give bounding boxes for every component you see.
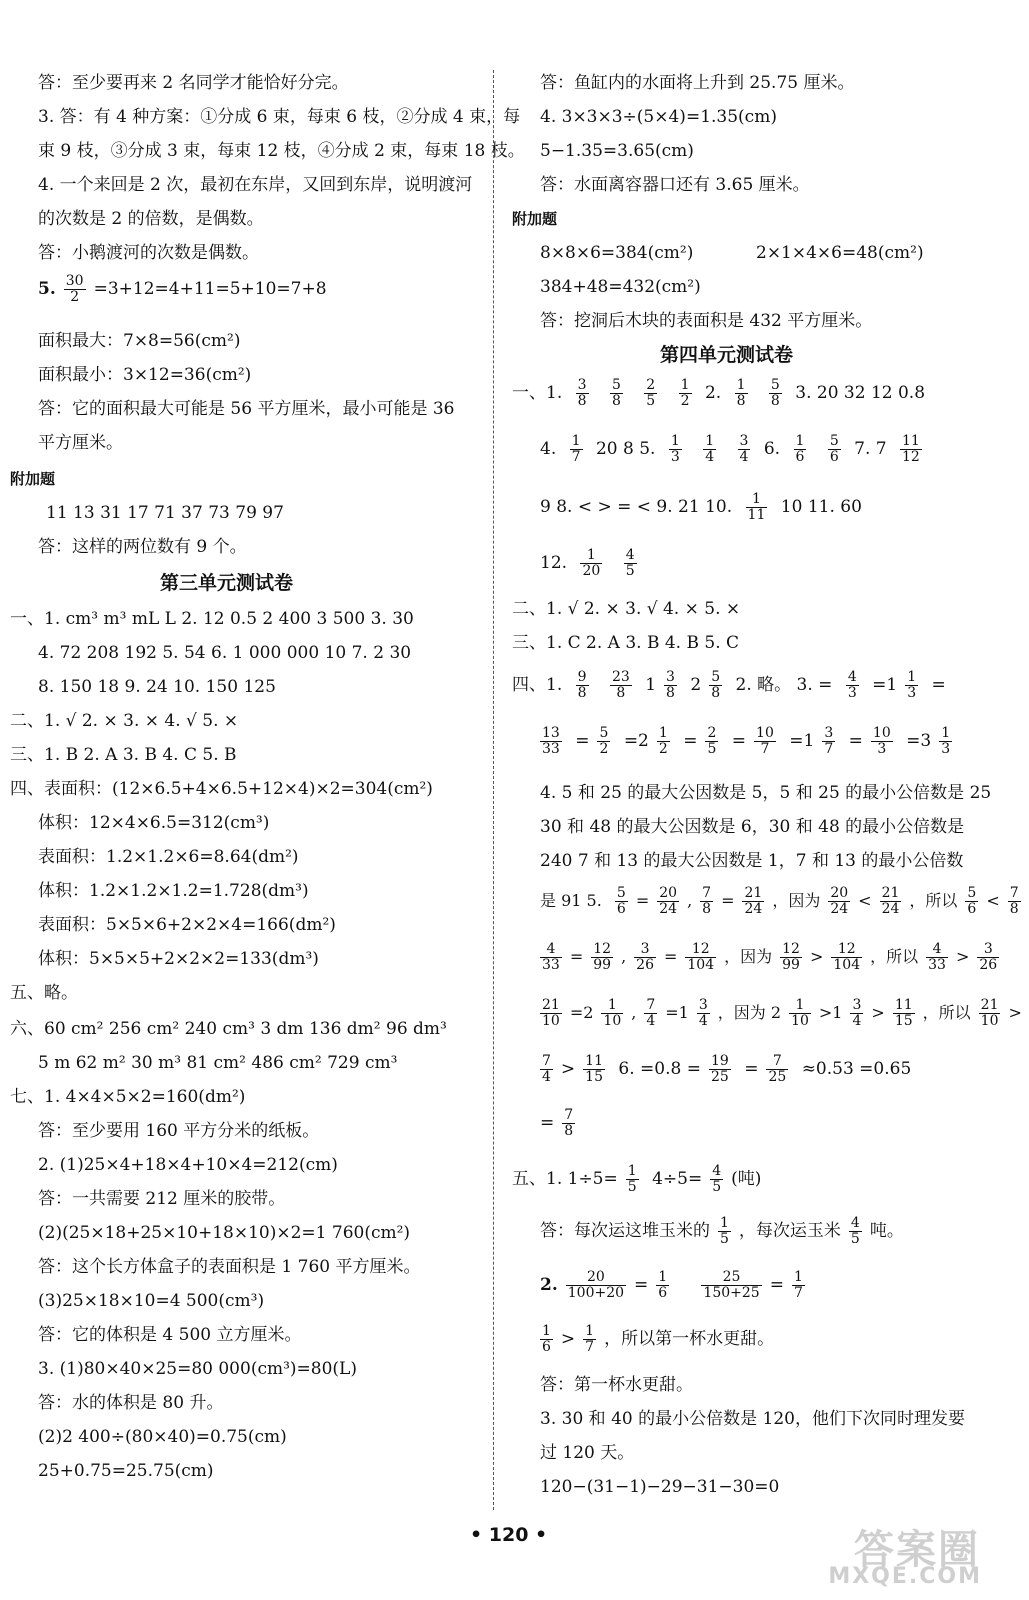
answer-line: 答：鱼缸内的水面将上升到 25.75 厘米。 — [540, 73, 855, 93]
fraction: $\frac{1}{3}$ — [941, 725, 951, 757]
answer-line: 表面积：5×5×6+2×2×4=166(dm²) — [38, 915, 336, 935]
answer-line: 384+48=432(cm²) — [540, 277, 701, 297]
fraction: $\frac{7}{25}$ — [768, 1053, 787, 1085]
fraction: $\frac{30}{2}$ — [65, 273, 84, 305]
answer-line: $\frac{13}{33}$ = $\frac{5}{2}$ =2 $\frac{1}{2}$ = $\frac{2}{5}$ = $\frac{10}{7}$ =1 $\frac{3}{7}$ = $\frac{10}{3}$ =3 $\frac{1}{3}$ — [542, 725, 951, 757]
answer-line: 答：小鹅渡河的次数是偶数。 — [38, 243, 259, 263]
section-heading: 第四单元测试卷 — [660, 344, 794, 366]
answer-line: 5 m 62 m² 30 m³ 81 cm² 486 cm² 729 cm³ — [38, 1053, 398, 1073]
fraction: $\frac{1}{5}$ — [720, 1215, 729, 1247]
answer-line: 四、1. $\frac{9}{8}$ $\frac{23}{8}$ 1 $\frac{3}{8}$ 2 $\frac{5}{8}$ 2. 略。 3. = $\frac{4}{3}$ =1 $\frac{1}{3}$ = — [512, 669, 946, 701]
answer-line: $\frac{4}{33}$ = $\frac{12}{99}$ , $\frac{3}{26}$ = $\frac{12}{104}$ ，因为 $\frac{12}{99}$ > $\frac{12}{104}$ ，所以 $\frac{4}{33}$ > $\frac{3}{26}$ — [542, 941, 998, 973]
answer-line: (2)2 400÷(80×40)=0.75(cm) — [38, 1427, 287, 1447]
fraction: $\frac{3}{4}$ — [852, 997, 862, 1029]
fraction: $\frac{4}{33}$ — [928, 941, 946, 973]
answer-line: 体积：1.2×1.2×1.2=1.728(dm³) — [38, 881, 309, 901]
fraction: $\frac{4}{5}$ — [625, 547, 635, 579]
answer-line: 5. $\frac{30}{2}$ =3+12=4+11=5+10=7+8 — [38, 273, 327, 305]
fraction: $\frac{7}{8}$ — [702, 885, 712, 917]
page-number: • 120 • — [470, 1524, 548, 1546]
watermark-text: 答案圈 — [854, 1527, 980, 1573]
fraction: $\frac{13}{33}$ — [542, 725, 560, 757]
fraction: $\frac{3}{4}$ — [739, 433, 749, 465]
fraction: $\frac{25}{150+25}$ — [703, 1269, 760, 1301]
answer-line: 2×1×4×6=48(cm²) — [756, 243, 924, 263]
fraction: $\frac{1}{5}$ — [627, 1163, 637, 1195]
answer-line: 答：水面离容器口还有 3.65 厘米。 — [540, 175, 810, 195]
answer-line: 11 13 31 17 71 37 73 79 97 — [46, 503, 284, 523]
fraction: $\frac{1}{7}$ — [571, 433, 581, 465]
answer-line: 体积：5×5×5+2×2×2=133(dm³) — [38, 949, 319, 969]
fraction: $\frac{3}{26}$ — [636, 941, 654, 973]
fraction: $\frac{7}{4}$ — [542, 1053, 551, 1085]
answer-line: 四、表面积：(12×6.5+4×6.5+12×4)×2=304(cm²) — [10, 779, 433, 799]
fraction: $\frac{5}{2}$ — [599, 725, 609, 757]
answer-line: 4. 5 和 25 的最大公因数是 5，5 和 25 的最小公倍数是 25 — [540, 783, 992, 803]
answer-line: 面积最小：3×12=36(cm²) — [38, 365, 252, 385]
fraction: $\frac{1}{2}$ — [658, 725, 668, 757]
column-divider — [493, 70, 494, 1510]
fraction: $\frac{23}{8}$ — [611, 669, 630, 701]
answer-line: 答：至少要再来 2 名同学才能恰好分完。 — [38, 73, 349, 93]
fraction: $\frac{3}{4}$ — [698, 997, 708, 1029]
fraction: $\frac{7}{4}$ — [646, 997, 656, 1029]
answer-line: 面积最大：7×8=56(cm²) — [38, 331, 241, 351]
answer-line: 二、1. √ 2. × 3. × 4. √ 5. × — [10, 711, 239, 731]
answer-line: 4. 72 208 192 5. 54 6. 1 000 000 10 7. 2 30 — [38, 643, 412, 663]
fraction: $\frac{21}{24}$ — [744, 885, 763, 917]
fraction: $\frac{21}{10}$ — [980, 997, 999, 1029]
answer-line: (2)(25×18+25×10+18×10)×2=1 760(cm²) — [38, 1223, 411, 1243]
answer-line: (3)25×18×10=4 500(cm³) — [38, 1291, 265, 1311]
fraction: $\frac{12}{99}$ — [593, 941, 612, 973]
answer-line: 平方厘米。 — [38, 433, 123, 453]
section-heading: 第三单元测试卷 — [160, 572, 294, 594]
fraction: $\frac{3}{8}$ — [666, 669, 675, 701]
section-label: 附加题 — [10, 470, 56, 488]
answer-line: 答：一共需要 212 厘米的胶带。 — [38, 1189, 286, 1209]
watermark-url: MXQE.COM — [828, 1564, 982, 1589]
fraction: $\frac{19}{25}$ — [710, 1053, 729, 1085]
fraction: $\frac{1}{6}$ — [542, 1323, 551, 1355]
fraction: $\frac{2}{5}$ — [646, 377, 656, 409]
answer-line: 五、1. 1÷5= $\frac{1}{5}$ 4÷5= $\frac{4}{5}$ (吨) — [512, 1163, 762, 1195]
fraction: $\frac{5}{6}$ — [616, 885, 626, 917]
answer-line: 一、1. cm³ m³ mL L 2. 12 0.5 2 400 3 500 3. 30 — [10, 609, 414, 629]
fraction: $\frac{4}{5}$ — [850, 1215, 860, 1247]
answer-line: 答：每次运这堆玉米的 $\frac{1}{5}$ ，每次运玉米 $\frac{4}{5}$ 吨。 — [540, 1215, 904, 1247]
answer-line: 3. 30 和 40 的最小公倍数是 120，他们下次同时理发要 — [540, 1409, 965, 1429]
answer-line: 束 9 枝，③分成 3 束，每束 12 枝，④分成 2 束，每束 18 枝。 — [38, 141, 525, 161]
fraction: $\frac{5}{8}$ — [770, 377, 780, 409]
fraction: $\frac{5}{6}$ — [967, 885, 977, 917]
answer-line: 4. 3×3×3÷(5×4)=1.35(cm) — [540, 107, 777, 127]
answer-line: 答：这样的两位数有 9 个。 — [38, 537, 247, 557]
fraction: $\frac{1}{20}$ — [582, 547, 601, 579]
answer-line: $\frac{1}{6}$ > $\frac{1}{7}$ ，所以第一杯水更甜。 — [542, 1323, 775, 1355]
answer-line: 5−1.35=3.65(cm) — [540, 141, 694, 161]
answer-line: 2. (1)25×4+18×4+10×4=212(cm) — [38, 1155, 338, 1175]
section-label: 附加题 — [512, 210, 558, 228]
fraction: $\frac{1}{7}$ — [793, 1269, 803, 1301]
answer-line: 8. 150 18 9. 24 10. 150 125 — [38, 677, 276, 697]
fraction: $\frac{1}{10}$ — [791, 997, 809, 1029]
answer-line: 答：它的体积是 4 500 立方厘米。 — [38, 1325, 302, 1345]
answer-line: 120−(31−1)−29−31−30=0 — [540, 1477, 780, 1497]
fraction: $\frac{1}{7}$ — [585, 1323, 595, 1355]
answer-line: 是 91 5. $\frac{5}{6}$ = $\frac{20}{24}$ , $\frac{7}{8}$ = $\frac{21}{24}$ ，因为 $\frac{20}{24}$ < $\frac{21}{24}$ ，所以 $\frac{5}{6}$ < $\frac{7}{8}$ — [540, 885, 1019, 917]
answer-line: 答：挖洞后木块的表面积是 432 平方厘米。 — [540, 311, 873, 331]
answer-line: 二、1. √ 2. × 3. √ 4. × 5. × — [512, 599, 741, 619]
answer-line: 表面积：1.2×1.2×6=8.64(dm²) — [38, 847, 299, 867]
fraction: $\frac{5}{8}$ — [711, 669, 721, 701]
answer-line: 七、1. 4×4×5×2=160(dm²) — [10, 1087, 246, 1107]
fraction: $\frac{10}{7}$ — [756, 725, 774, 757]
answer-line: 4. $\frac{1}{7}$ 20 8 5. $\frac{1}{3}$ $\frac{1}{4}$ $\frac{3}{4}$ 6. $\frac{1}{6}$ $\frac{5}{6}$ 7. 7 $\frac{11}{12}$ — [540, 433, 920, 465]
answer-line: 答：至少要用 160 平方分米的纸板。 — [38, 1121, 320, 1141]
fraction: $\frac{21}{24}$ — [881, 885, 900, 917]
fraction: $\frac{3}{7}$ — [824, 725, 834, 757]
answer-line: 一、1. $\frac{3}{8}$ $\frac{5}{8}$ $\frac{2}{5}$ $\frac{1}{2}$ 2. $\frac{1}{8}$ $\frac{5}{8}$ 3. 20 32 12 0.8 — [512, 377, 926, 409]
fraction: $\frac{5}{8}$ — [611, 377, 621, 409]
answer-line: 30 和 48 的最大公因数是 6，30 和 48 的最小公倍数是 — [540, 817, 965, 837]
answer-line: 答：水的体积是 80 升。 — [38, 1393, 224, 1413]
fraction: $\frac{3}{8}$ — [577, 377, 587, 409]
fraction: $\frac{21}{10}$ — [542, 997, 560, 1029]
fraction: $\frac{20}{24}$ — [659, 885, 678, 917]
answer-line: $\frac{7}{4}$ > $\frac{11}{15}$ 6. =0.8 = $\frac{19}{25}$ = $\frac{7}{25}$ ≈0.53 =0.65 — [542, 1053, 912, 1085]
answer-line: 25+0.75=25.75(cm) — [38, 1461, 214, 1481]
fraction: $\frac{4}{5}$ — [712, 1163, 722, 1195]
watermark — [820, 1514, 990, 1592]
fraction: $\frac{1}{2}$ — [680, 377, 690, 409]
answer-line: 体积：12×4×6.5=312(cm³) — [38, 813, 270, 833]
fraction: $\frac{2}{5}$ — [707, 725, 717, 757]
fraction: $\frac{7}{8}$ — [1009, 885, 1019, 917]
answer-line: 8×8×6=384(cm²) — [540, 243, 694, 263]
fraction: $\frac{1}{6}$ — [795, 433, 805, 465]
fraction: $\frac{11}{12}$ — [902, 433, 920, 465]
answer-line: 答：第一杯水更甜。 — [540, 1375, 693, 1395]
answer-line: $\frac{21}{10}$ =2 $\frac{1}{10}$ , $\frac{7}{4}$ =1 $\frac{3}{4}$ ，因为 2 $\frac{1}{10}$ >1 $\frac{3}{4}$ > $\frac{11}{15}$ ，所以 $\frac{21}{10}$ > — [542, 997, 1022, 1029]
answer-line: 过 120 天。 — [540, 1443, 635, 1463]
answer-line: 答：这个长方体盒子的表面积是 1 760 平方厘米。 — [38, 1257, 421, 1277]
answer-line: 240 7 和 13 的最大公因数是 1，7 和 13 的最小公倍数 — [540, 851, 964, 871]
fraction: $\frac{7}{8}$ — [564, 1107, 574, 1139]
fraction: $\frac{1}{10}$ — [603, 997, 622, 1029]
fraction: $\frac{1}{6}$ — [658, 1269, 668, 1301]
fraction: $\frac{5}{6}$ — [829, 433, 839, 465]
answer-line: 三、1. C 2. A 3. B 4. B 5. C — [512, 633, 740, 653]
fraction: $\frac{20}{24}$ — [830, 885, 849, 917]
answer-line: 2. $\frac{20}{100+20}$ = $\frac{1}{6}$ $\frac{25}{150+25}$ = $\frac{1}{7}$ — [540, 1269, 803, 1301]
fraction: $\frac{1}{8}$ — [736, 377, 746, 409]
fraction: $\frac{4}{3}$ — [847, 669, 857, 701]
answer-line: 4. 一个来回是 2 次，最初在东岸，又回到东岸，说明渡河 — [38, 175, 473, 195]
answer-line: 3. (1)80×40×25=80 000(cm³)=80(L) — [38, 1359, 357, 1379]
fraction: $\frac{1}{3}$ — [670, 433, 680, 465]
answer-line: 三、1. B 2. A 3. B 4. C 5. B — [10, 745, 237, 765]
fraction: $\frac{1}{11}$ — [747, 491, 766, 523]
answer-line: 3. 答：有 4 种方案：①分成 6 束，每束 6 枝，②分成 4 束，每 — [38, 107, 521, 127]
answer-line: 12. $\frac{1}{20}$ $\frac{4}{5}$ — [540, 547, 635, 579]
answer-line: 答：它的面积最大可能是 56 平方厘米，最小可能是 36 — [38, 399, 455, 419]
fraction: $\frac{11}{15}$ — [894, 997, 913, 1029]
fraction: $\frac{12}{104}$ — [687, 941, 715, 973]
fraction: $\frac{10}{3}$ — [872, 725, 891, 757]
fraction: $\frac{12}{99}$ — [782, 941, 800, 973]
answer-line: 9 8. < > = < 9. 21 10. $\frac{1}{11}$ 10 11. 60 — [540, 491, 862, 523]
answer-line: 的次数是 2 的倍数，是偶数。 — [38, 209, 264, 229]
fraction: $\frac{12}{104}$ — [833, 941, 861, 973]
fraction: $\frac{11}{15}$ — [585, 1053, 603, 1085]
fraction: $\frac{9}{8}$ — [577, 669, 587, 701]
answer-line: = $\frac{7}{8}$ — [540, 1107, 574, 1139]
answer-line: 五、略。 — [10, 983, 78, 1003]
answer-line: 六、60 cm² 256 cm² 240 cm³ 3 dm 136 dm² 96 dm³ — [10, 1019, 447, 1039]
fraction: $\frac{4}{33}$ — [542, 941, 560, 973]
fraction: $\frac{1}{3}$ — [907, 669, 917, 701]
fraction: $\frac{1}{4}$ — [705, 433, 715, 465]
fraction: $\frac{20}{100+20}$ — [567, 1269, 625, 1301]
fraction: $\frac{3}{26}$ — [979, 941, 998, 973]
